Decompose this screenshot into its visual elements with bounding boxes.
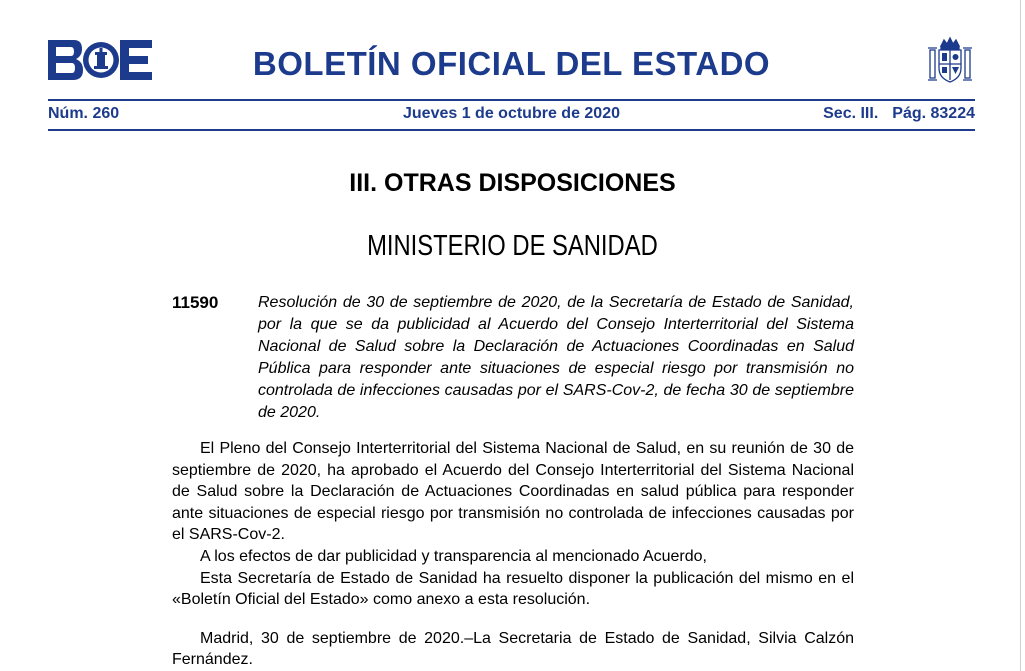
issue-date: Jueves 1 de octubre de 2020 bbox=[403, 105, 620, 122]
masthead bbox=[48, 36, 975, 84]
disposition-number: 11590 bbox=[172, 293, 219, 312]
disposition-summary: Resolución de 30 de septiembre de 2020, de la Secretaría de Estado de Sanidad, por la que se da publicidad al Acuerdo del Consejo Interterritorial del Sistema Nacional de Salud sobre la Declaración de Actuaciones Coordinadas en Salud Pública para responder ante situaciones de especial riesgo por transmisión no controlada de infecciones causadas por el SARS-Cov-2, de fecha 30 de septiembre de 2020. bbox=[258, 294, 854, 421]
issue-meta-row bbox=[48, 103, 975, 125]
coat-of-arms-icon bbox=[925, 36, 975, 86]
resolution-body bbox=[172, 438, 854, 671]
body-paragraph: Esta Secretaría de Estado de Sanidad ha resuelto disponer la publicación del mismo en el «Boletín Oficial del Estado» como anexo a esta resolución. bbox=[172, 569, 854, 609]
header-rule-top bbox=[48, 99, 975, 101]
page-edge bbox=[1020, 0, 1021, 671]
page-number: Pág. 83224 bbox=[892, 105, 975, 122]
signature-paragraph: Madrid, 30 de septiembre de 2020.–La Secretaria de Estado de Sanidad, Silvia Calzón Fernández. bbox=[172, 629, 854, 669]
ministry-heading: MINISTERIO DE SANIDAD bbox=[367, 230, 658, 262]
gazette-title: BOLETÍN OFICIAL DEL ESTADO bbox=[252, 45, 771, 82]
section-page bbox=[823, 103, 975, 125]
section-title: III. OTRAS DISPOSICIONES bbox=[349, 169, 676, 197]
body-paragraph: El Pleno del Consejo Interterritorial del Sistema Nacional de Salud, en su reunión de 30 de septiembre de 2020, ha aprobado el Acuerdo del Consejo Interterritorial del Sistema Nacional de Salud sobre la Declaración de Actuaciones Coordinadas en salud pública para responder ante situaciones de especial riesgo por transmisión no controlada de infecciones causadas por el SARS-Cov-2. bbox=[172, 440, 854, 544]
section-label: Sec. III. bbox=[823, 105, 879, 122]
body-paragraph: A los efectos de dar publicidad y transparencia al mencionado Acuerdo, bbox=[200, 547, 707, 565]
header-rule-bottom bbox=[48, 129, 975, 131]
issue-number: Núm. 260 bbox=[48, 105, 120, 122]
